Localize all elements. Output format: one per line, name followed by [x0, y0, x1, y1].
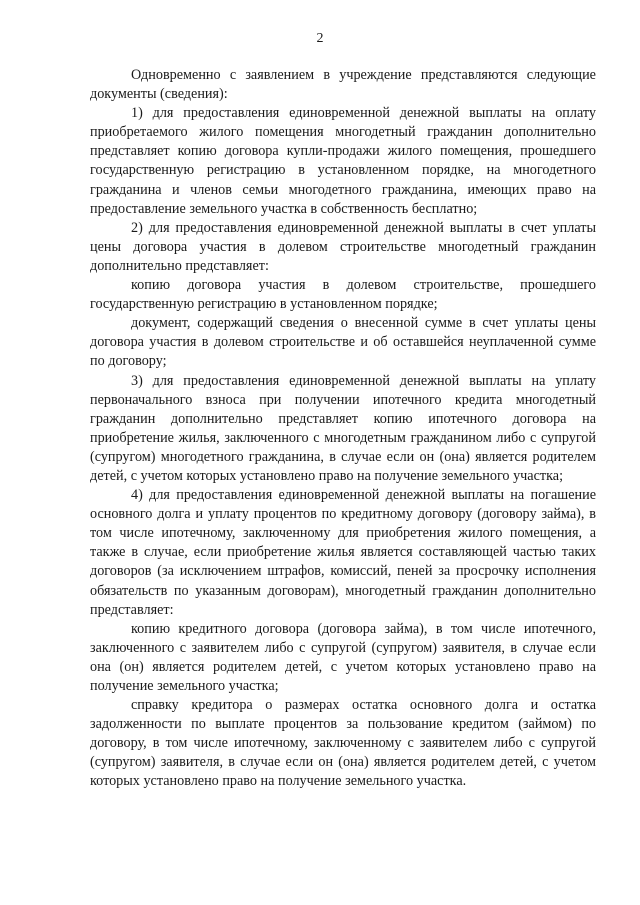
- paragraph-item-4-copy: копию кредитного договора (договора займа), в том числе ипотечного, заключенного с заявителем либо с супругой (супругом) заявителя, в случае если она (он) является родителем детей, с учетом которых установлено право на получение земельного участка;: [90, 620, 596, 694]
- paragraph-item-2: 2) для предоставления единовременной денежной выплаты в счет уплаты цены договора участия в долевом строительстве многодетный гражданин дополнительно представляет:: [90, 219, 596, 274]
- document-body: [90, 66, 596, 792]
- paragraph-item-4: 4) для предоставления единовременной денежной выплаты на погашение основного долга и уплату процентов по кредитному договору (договору займа), в том числе ипотечному, заключенному для приобретения жилого помещения, а также в случае, если приобретение жилья является составляющей частью таких договоров (за исключением штрафов, комиссий, пеней за просрочку исполнения обязательств по указанным договорам), многодетный гражданин дополнительно представляет:: [90, 487, 596, 618]
- paragraph-item-2-copy: копию договора участия в долевом строительстве, прошедшего государственную регистрацию в установленном порядке;: [90, 277, 596, 313]
- paragraph-item-3: 3) для предоставления единовременной денежной выплаты на уплату первоначального взноса при получении ипотечного кредита многодетный гражданин дополнительно представляет копию ипотечного договора на приобретение жилья, заключенного с многодетным гражданином либо с супругой (супругом) многодетного гражданина, в случае если он (она) является родителем детей, с учетом которых установлено право на получение земельного участка;: [90, 372, 596, 484]
- paragraph-item-2-document: документ, содержащий сведения о внесенной сумме в счет уплаты цены договора участия в долевом строительстве и об оставшейся неуплаченной сумме по договору;: [90, 315, 596, 370]
- page-number: 2: [316, 31, 324, 46]
- paragraph-intro: Одновременно с заявлением в учреждение представляются следующие документы (сведения):: [90, 67, 596, 103]
- paragraph-item-4-certificate: справку кредитора о размерах остатка основного долга и остатка задолженности по выплате процентов за пользование кредитом (займом) по договору, в том числе ипотечному, заключенному с заявителем либо с супругой (супругом) заявителя, в случае если он (она) является родителем детей, с учетом которых установлено право на получение земельного участка.: [90, 697, 596, 790]
- paragraph-item-1: 1) для предоставления единовременной денежной выплаты на оплату приобретаемого жилого помещения многодетный гражданин дополнительно представляет копию договора купли-продажи жилого помещения, прошедшего государственную регистрацию в установленном порядке, на многодетного гражданина и членов семьи многодетного гражданина, имеющих право на предоставление земельного участка в собственность бесплатно;: [90, 105, 596, 217]
